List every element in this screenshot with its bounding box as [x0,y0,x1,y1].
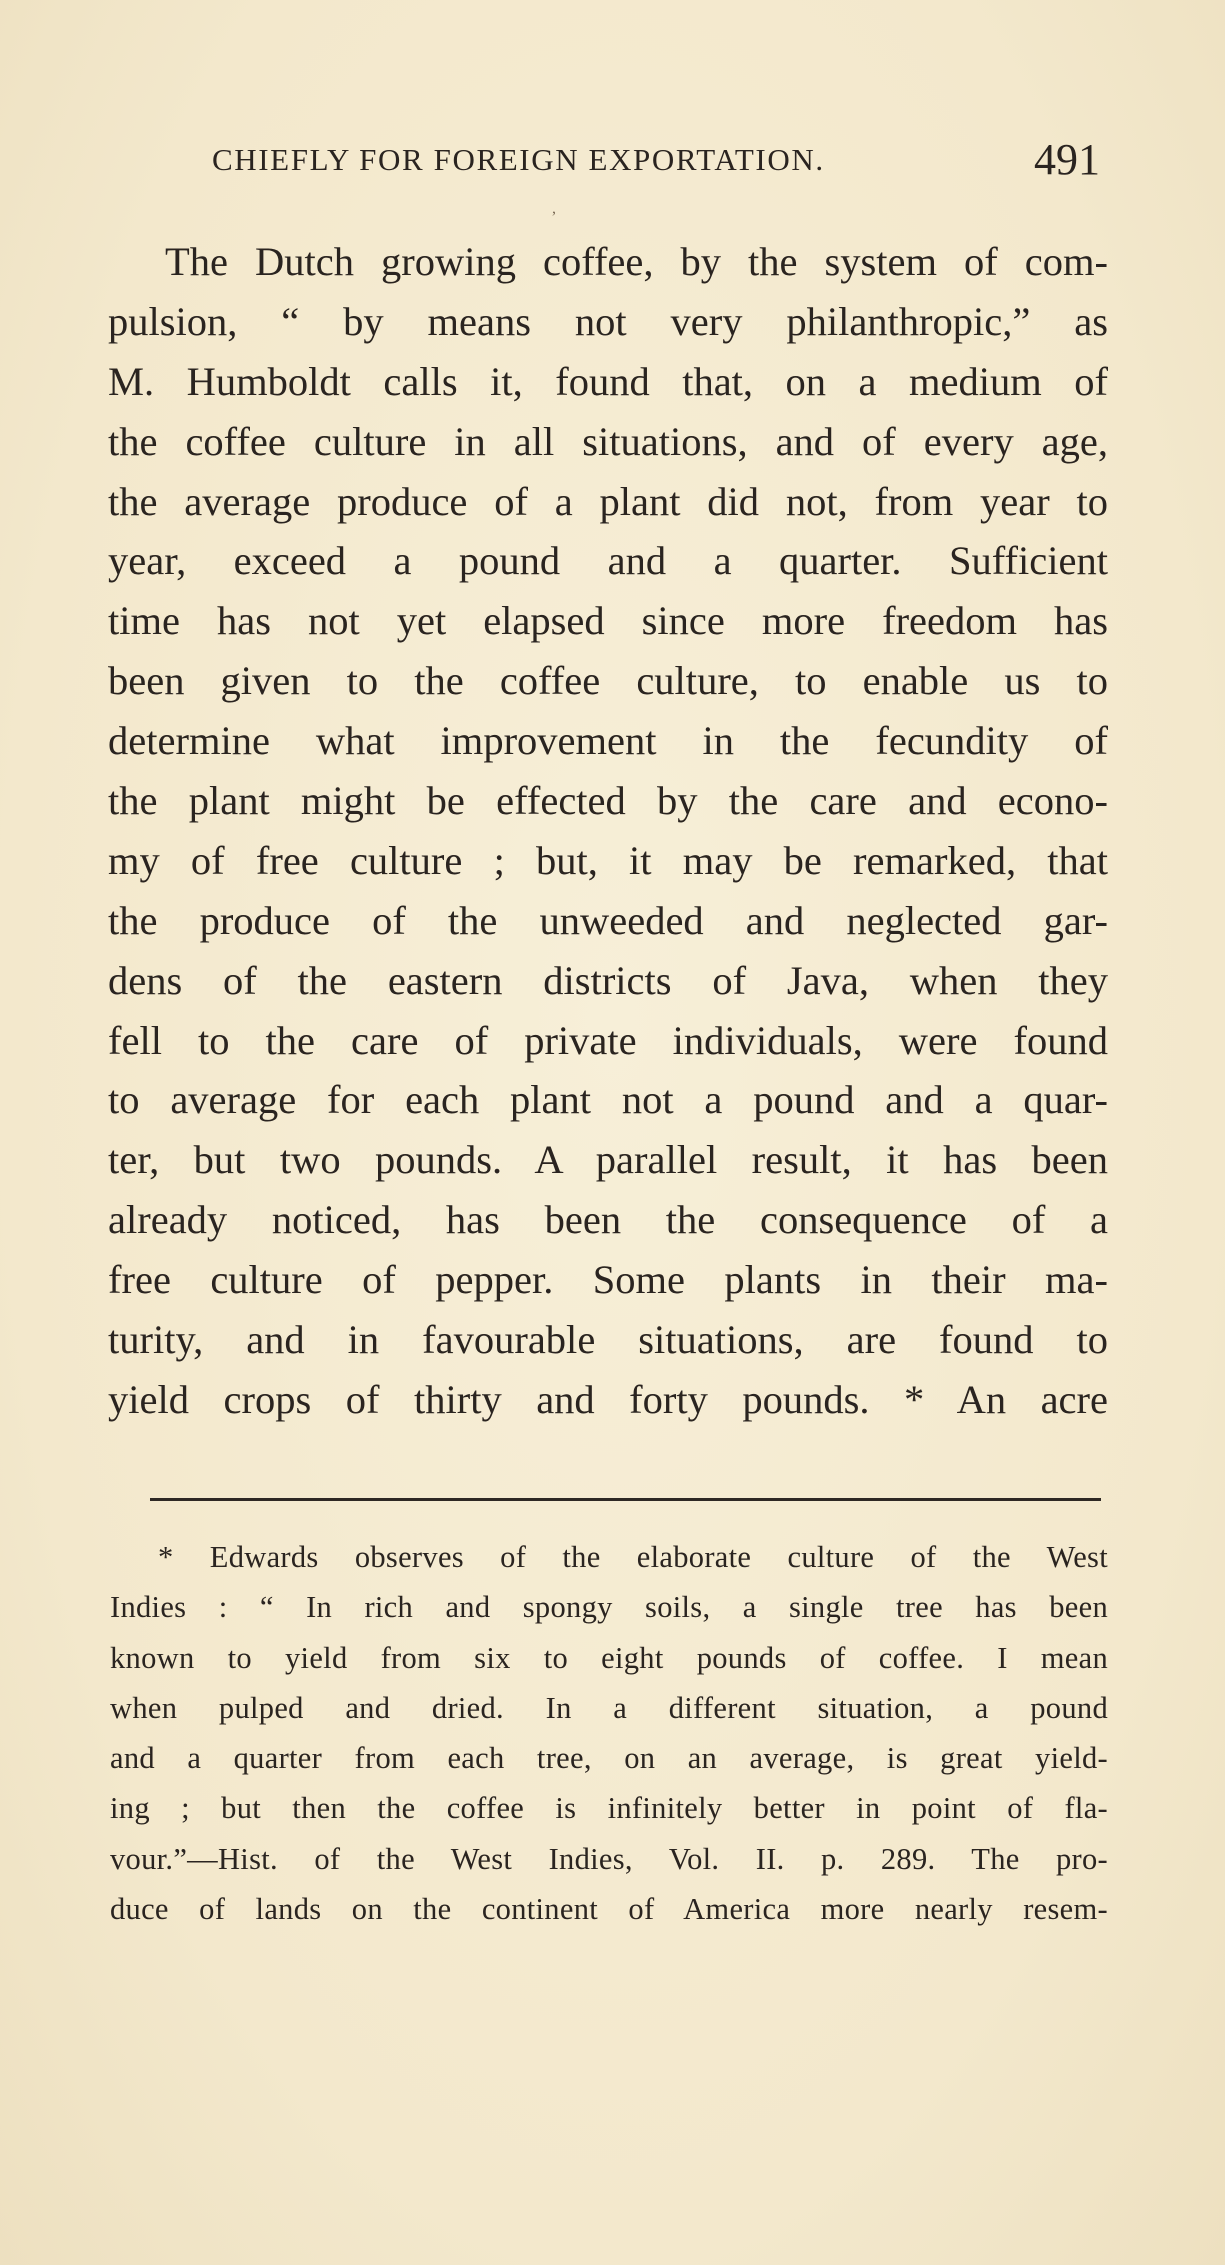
text-line: dens of the eastern districts of Java, when they [108,957,1108,1003]
text-line: my of free culture ; but, it may be remarked, that [108,837,1108,883]
text-line: turity, and in favourable situations, are found to [108,1317,1108,1363]
text-line: already noticed, has been the consequence of a [108,1197,1108,1243]
footnote-rule [150,1498,1101,1501]
body-text [108,232,1108,1430]
text-line: to average for each plant not a pound and a quar- [108,1077,1108,1123]
text-line: ter, but two pounds. A parallel result, it has been [108,1137,1108,1183]
text-line: yield crops of thirty and forty pounds. * An acre [108,1376,1108,1422]
text-line: year, exceed a pound and a quarter. Sufficient [108,538,1108,584]
footnote-line: when pulped and dried. In a different situation, a pound [110,1690,1108,1725]
footnote [110,1532,1108,1934]
footnote-line: known to yield from six to eight pounds of coffee. I mean [110,1640,1108,1675]
footnote-line: and a quarter from each tree, on an average, is great yield- [110,1741,1108,1776]
footnote-line: Indies : “ In rich and spongy soils, a single tree has been [110,1590,1108,1625]
footnote-line: vour.”—Hist. of the West Indies, Vol. II. p. 289. The pro- [110,1841,1108,1876]
text-line: been given to the coffee culture, to enable us to [108,658,1108,704]
ink-speck: , [552,200,556,217]
text-line: M. Humboldt calls it, found that, on a medium of [108,358,1108,404]
text-line: the produce of the unweeded and neglected gar- [108,897,1108,943]
text-line: determine what improvement in the fecundity of [108,718,1108,764]
running-head: CHIEFLY FOR FOREIGN EXPORTATION. [212,142,825,177]
text-line: the average produce of a plant did not, from year to [108,478,1108,524]
text-line: time has not yet elapsed since more freedom has [108,598,1108,644]
text-line: fell to the care of private individuals, were found [108,1017,1108,1063]
footnote-line: * Edwards observes of the elaborate culture of the West [158,1540,1108,1574]
text-line: pulsion, “ by means not very philanthropic,” as [108,298,1108,344]
text-line: free culture of pepper. Some plants in their ma- [108,1257,1108,1303]
text-line: the plant might be effected by the care and econo- [108,778,1108,824]
footnote-line: duce of lands on the continent of America more nearly resem- [110,1892,1108,1927]
text-line: The Dutch growing coffee, by the system of com- [165,239,1108,284]
footnote-line: ing ; but then the coffee is infinitely better in point of fla- [110,1791,1108,1826]
text-line: the coffee culture in all situations, and of every age, [108,418,1108,464]
page-header [212,135,1100,188]
page-number: 491 [1034,135,1100,184]
